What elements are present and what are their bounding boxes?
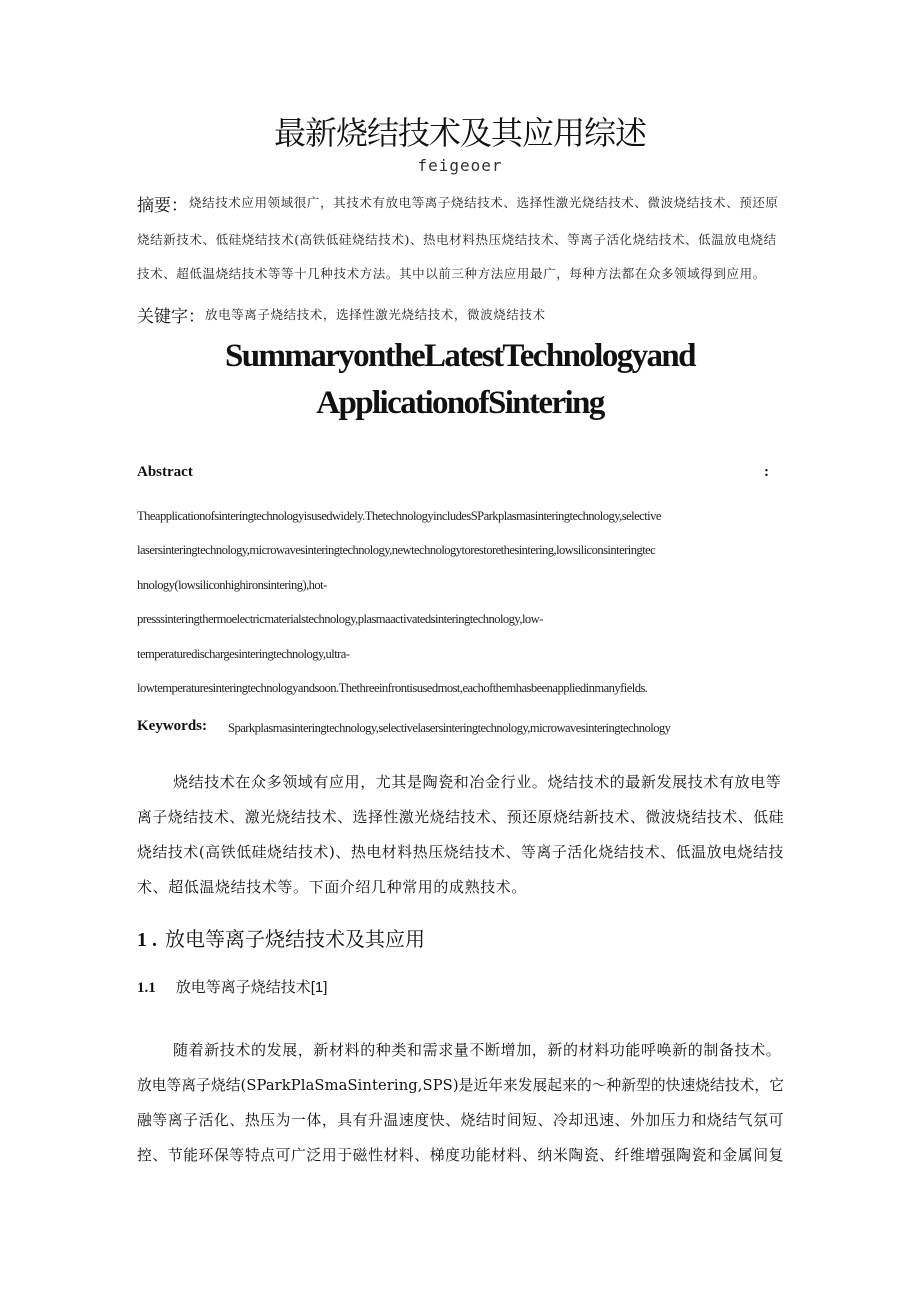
abstract-en-line: presssinteringthermoelectricmaterialstechnology,plasmaactivatedsinteringtechnology,low-: [137, 612, 543, 626]
keywords-cn-text: 放电等离子烧结技术，选择性激光烧结技术，微波烧结技术: [205, 307, 546, 322]
author-name: feigeoer: [417, 156, 503, 175]
abstract-en-line: lasersinteringtechnology,microwavesinteringtechnology,newtechnologytorestorethesintering,lowsiliconsinteringtec: [137, 543, 656, 557]
body-line: 控、节能环保等特点可广泛用于磁性材料、梯度功能材料、纳米陶瓷、纤维增强陶瓷和金属间复: [137, 1146, 785, 1164]
intro-line: 烧结技术(高铁低硅烧结技术)、热电材料热压烧结技术、等离子活化烧结技术、低温放电烧结技: [137, 843, 784, 861]
keywords-en-label: Keywords:: [137, 718, 207, 734]
abstract-cn-line: 烧结新技术、低硅烧结技术(高铁低硅烧结技术)、热电材料热压烧结技术、等离子活化烧结技术、低温放电烧结: [137, 232, 777, 247]
intro-line: 离子烧结技术、激光烧结技术、选择性激光烧结技术、预还原烧结新技术、微波烧结技术、低硅: [137, 808, 785, 826]
abstract-en-line: lowtemperaturesinteringtechnologyandsoon.Thethreeinfrontisusedmost,eachofthemhasbeenappliedinmanyfields.: [137, 681, 648, 695]
section-number: 1 .: [137, 929, 157, 951]
section-heading: [137, 923, 425, 952]
intro-line: 烧结技术在众多领域有应用，尤其是陶瓷和冶金行业。烧结技术的最新发展技术有放电等: [173, 773, 782, 791]
subsection-number: 1.1: [137, 980, 156, 996]
abstract-en-label: Abstract: [137, 464, 193, 480]
subsection-heading: [137, 976, 327, 997]
body-line: 随着新技术的发展，新材料的种类和需求量不断增加，新的材料功能呼唤新的制备技术。: [173, 1041, 782, 1059]
section-title: 放电等离子烧结技术及其应用: [165, 929, 425, 951]
paper-title-en-line1: SummaryontheLatestTechnologyand: [225, 338, 695, 374]
abstract-cn-line: 技术、超低温烧结技术等等十几种技术方法。其中以前三种方法应用最广，每种方法都在众多领域得到应用。: [137, 266, 766, 281]
abstract-en-line: Theapplicationofsinteringtechnologyisusedwidely.ThetechnologyincludesSParkplasmasinteringtechnology,selective: [137, 509, 661, 523]
subsection-title: 放电等离子烧结技术[1]: [175, 979, 328, 996]
paper-title-en-line2: ApplicationofSintering: [316, 385, 604, 421]
abstract-cn-label: 摘要：: [137, 196, 188, 215]
intro-line: 术、超低温烧结技术等。下面介绍几种常用的成熟技术。: [137, 878, 528, 896]
body-line: 融等离子活化、热压为一体，具有升温速度快、烧结时间短、冷却迅速、外加压力和烧结气氛可: [137, 1111, 785, 1129]
abstract-en-line: temperaturedischargesinteringtechnology,ultra-: [137, 647, 350, 661]
abstract-en-colon: :: [764, 464, 769, 480]
paper-title-cn: 最新烧结技术及其应用综述: [273, 115, 646, 151]
abstract-en-line: hnology(lowsiliconhighironsintering),hot-: [137, 578, 327, 592]
body-line: 放电等离子烧结(SParkPlaSmaSintering,SPS)是近年来发展起来的～种新型的快速烧结技术，它: [137, 1076, 784, 1094]
abstract-cn-line: 烧结技术应用领域很广，其技术有放电等离子烧结技术、选择性激光烧结技术、微波烧结技术、预还原: [189, 195, 779, 210]
keywords-cn-label: 关键字：: [137, 307, 205, 326]
keywords-en-text: Sparkplasmasinteringtechnology,selectivelasersinteringtechnology,microwavesinteringtechnology: [228, 721, 671, 735]
